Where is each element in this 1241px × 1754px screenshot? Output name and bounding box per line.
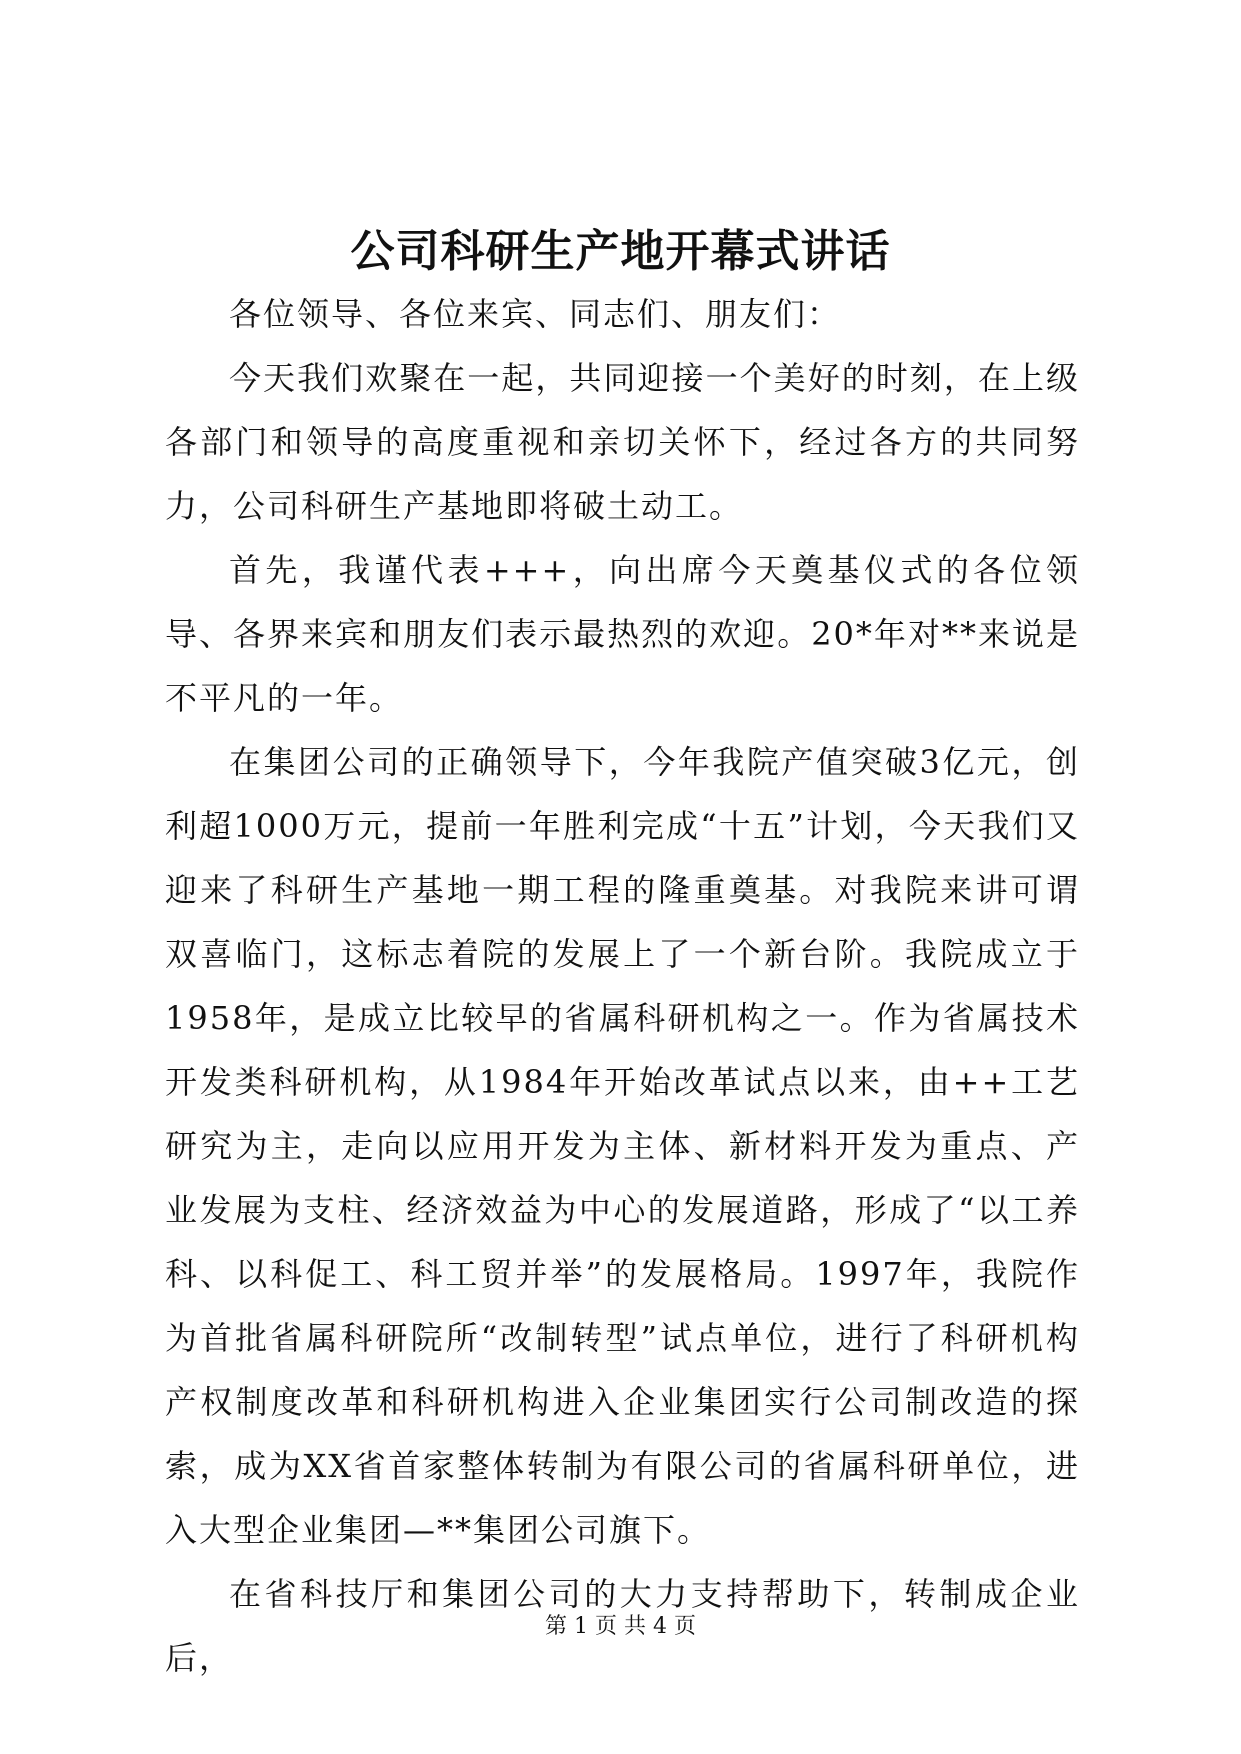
page-number-footer: 第 1 页 共 4 页 [545, 1614, 696, 1639]
paragraph-opening: 今天我们欢聚在一起，共同迎接一个美好的时刻，在上级各部门和领导的高度重视和亲切关怀下，经过各方的共同努力，公司科研生产基地即将破土动工。 [165, 359, 1080, 525]
paragraph-salutation: 各位领导、各位来宾、同志们、朋友们： [229, 295, 842, 333]
paragraph-welcome: 首先，我谨代表+++，向出席今天奠基仪式的各位领导、各界来宾和朋友们表示最热烈的欢迎。20*年对**来说是不平凡的一年。 [165, 551, 1080, 717]
paragraph-continuation: 在省科技厅和集团公司的大力支持帮助下，转制成企业后， [165, 1575, 1080, 1677]
document-body [165, 282, 1080, 1690]
document-title: 公司科研生产地开幕式讲话 [350, 226, 891, 277]
paragraph-history: 在集团公司的正确领导下，今年我院产值突破3亿元，创利超1000万元，提前一年胜利完成“十五”计划，今天我们又迎来了科研生产基地一期工程的隆重奠基。对我院来讲可谓双喜临门，这标志着院的发展上了一个新台阶。我院成立于1958年，是成立比较早的省属科研机构之一。作为省属技术开发类科研机构，从1984年开始改革试点以来，由++工艺研究为主，走向以应用开发为主体、新材料开发为重点、产业发展为支柱、经济效益为中心的发展道路，形成了“以工养科、以科促工、科工贸并举”的发展格局。1997年，我院作为首批省属科研院所“改制转型”试点单位，进行了科研机构产权制度改革和科研机构进入企业集团实行公司制改造的探索，成为XX省首家整体转制为有限公司的省属科研单位，进入大型企业集团—**集团公司旗下。 [165, 743, 1080, 1549]
